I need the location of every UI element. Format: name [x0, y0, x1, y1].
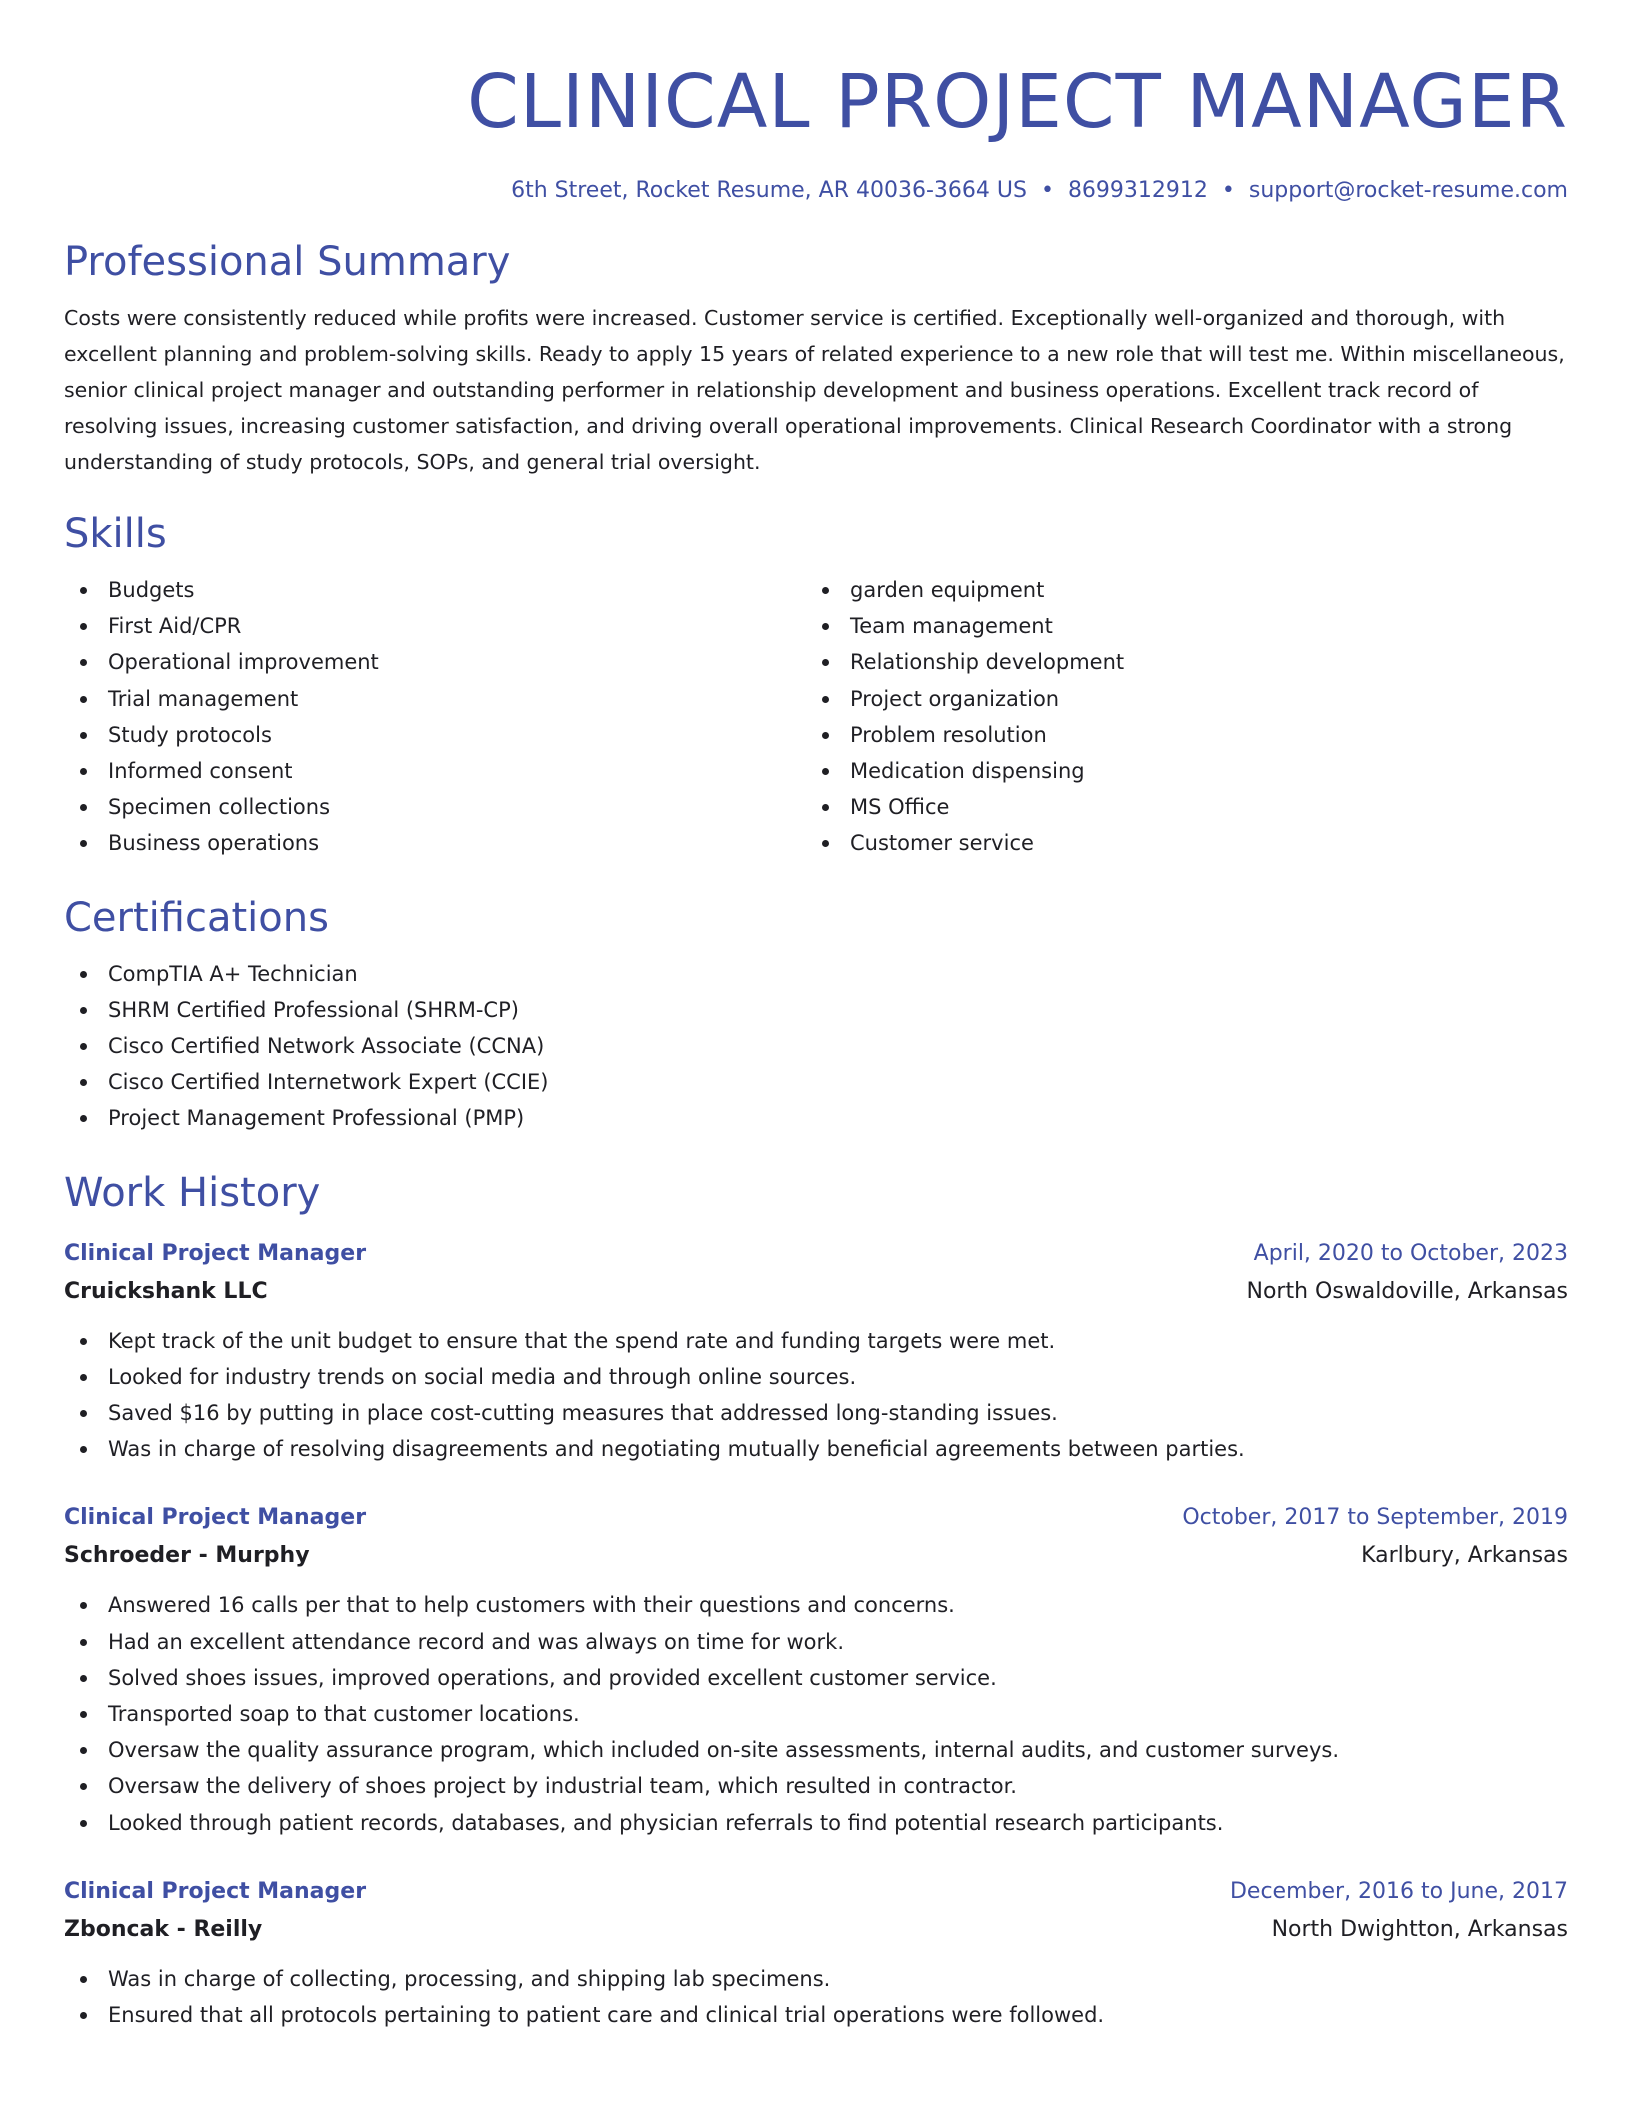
skill-item: First Aid/CPR	[64, 608, 806, 644]
certifications-section	[64, 892, 1568, 1137]
job-location: North Dwightton, Arkansas	[1271, 1916, 1568, 1942]
job-entry	[64, 1499, 1568, 1840]
skill-item: Study protocols	[64, 717, 806, 753]
skill-item: Trial management	[64, 681, 806, 717]
skill-item: Specimen collections	[64, 789, 806, 825]
job-bullet: Was in charge of collecting, processing, and shipping lab specimens.	[64, 1961, 1568, 1997]
phone-text: 8699312912	[1067, 178, 1208, 203]
job-company-row	[64, 1537, 1568, 1575]
bullet-separator: •	[1221, 178, 1235, 203]
skill-item: Customer service	[806, 825, 1548, 861]
certification-item: CompTIA A+ Technician	[64, 956, 1568, 992]
job-dates: December, 2016 to June, 2017	[1229, 1878, 1568, 1904]
job-bullet: Oversaw the quality assurance program, which included on-site assessments, internal audits, and customer surveys.	[64, 1732, 1568, 1768]
job-bullets	[64, 1323, 1568, 1468]
summary-heading: Professional Summary	[64, 239, 511, 285]
job-entry	[64, 1235, 1568, 1468]
job-location: Karlbury, Arkansas	[1361, 1543, 1568, 1569]
job-bullets	[64, 1587, 1568, 1840]
certification-item: Cisco Certified Internetwork Expert (CCIE)	[64, 1064, 1568, 1100]
job-title: Clinical Project Manager	[64, 1878, 367, 1904]
skills-columns	[64, 572, 1568, 862]
skill-item: MS Office	[806, 789, 1548, 825]
job-bullet: Was in charge of resolving disagreements and negotiating mutually beneficial agreements between parties.	[64, 1431, 1568, 1467]
job-company: Schroeder - Murphy	[64, 1543, 310, 1569]
certification-item: Cisco Certified Network Associate (CCNA)	[64, 1028, 1568, 1064]
skills-list-right	[806, 572, 1548, 862]
job-bullet: Transported soap to that customer locations.	[64, 1696, 1568, 1732]
work-history-section	[64, 1167, 1568, 2034]
summary-section	[64, 236, 1568, 480]
job-bullet: Looked through patient records, databases, and physician referrals to find potential research participants.	[64, 1805, 1568, 1841]
job-title-row	[64, 1235, 1568, 1273]
certification-item: SHRM Certified Professional (SHRM-CP)	[64, 992, 1568, 1028]
skill-item: Team management	[806, 608, 1548, 644]
skill-item: Problem resolution	[806, 717, 1548, 753]
skill-item: Budgets	[64, 572, 806, 608]
job-title-row	[64, 1499, 1568, 1537]
skills-section	[64, 508, 1568, 862]
job-bullets	[64, 1961, 1568, 2033]
certification-item: Project Management Professional (PMP)	[64, 1100, 1568, 1136]
summary-text: Costs were consistently reduced while profits were increased. Customer service is certified. Exceptionally well-organized and thorough, with excellent planning and problem-solving skills. Ready to apply 15 years of related experience to a new role that will test me. Within miscellaneous, senior clinical project manager and outstanding performer in relationship development and business operations. Excellent track record of resolving issues, increasing customer satisfaction, and driving overall operational improvements. Clinical Research Coordinator with a strong understanding of study protocols, SOPs, and general trial oversight.	[64, 306, 1565, 474]
job-bullet: Had an excellent attendance record and was always on time for work.	[64, 1624, 1568, 1660]
job-bullet: Oversaw the delivery of shoes project by industrial team, which resulted in contractor.	[64, 1768, 1568, 1804]
work-history-heading: Work History	[64, 1169, 321, 1216]
job-bullet: Ensured that all protocols pertaining to patient care and clinical trial operations were followed.	[64, 1997, 1568, 2033]
job-location: North Oswaldoville, Arkansas	[1246, 1278, 1568, 1304]
certifications-list	[64, 956, 1568, 1137]
skills-list-left	[64, 572, 806, 862]
skill-item: Relationship development	[806, 644, 1548, 680]
job-company-row	[64, 1911, 1568, 1949]
resume-header	[64, 0, 1568, 206]
address-text: 6th Street, Rocket Resume, AR 40036-3664 US	[511, 178, 1027, 203]
resume-page	[64, 0, 1568, 2033]
job-title: Clinical Project Manager	[64, 1505, 367, 1531]
skill-item: garden equipment	[806, 572, 1548, 608]
job-bullet: Answered 16 calls per that to help customers with their questions and concerns.	[64, 1587, 1568, 1623]
job-bullet: Saved $16 by putting in place cost-cutting measures that addressed long-standing issues.	[64, 1395, 1568, 1431]
skill-item: Operational improvement	[64, 644, 806, 680]
email-link[interactable]: support@rocket-resume.com	[1248, 178, 1568, 203]
job-bullet: Looked for industry trends on social media and through online sources.	[64, 1359, 1568, 1395]
contact-line	[64, 176, 1568, 206]
job-entry	[64, 1873, 1568, 2033]
skills-heading: Skills	[64, 511, 167, 557]
job-bullet: Solved shoes issues, improved operations, and provided excellent customer service.	[64, 1660, 1568, 1696]
job-bullet: Kept track of the unit budget to ensure that the spend rate and funding targets were met.	[64, 1323, 1568, 1359]
job-dates: October, 2017 to September, 2019	[1182, 1505, 1568, 1531]
job-company-row	[64, 1273, 1568, 1311]
job-title: Clinical Project Manager	[64, 1240, 367, 1266]
job-company: Zboncak - Reilly	[64, 1916, 263, 1942]
skill-item: Project organization	[806, 681, 1548, 717]
skill-item: Business operations	[64, 825, 806, 861]
skill-item: Informed consent	[64, 753, 806, 789]
job-title-row	[64, 1873, 1568, 1911]
bullet-separator: •	[1040, 178, 1054, 203]
job-dates: April, 2020 to October, 2023	[1253, 1240, 1568, 1266]
skill-item: Medication dispensing	[806, 753, 1548, 789]
job-company: Cruickshank LLC	[64, 1278, 268, 1304]
certifications-heading: Certifications	[64, 894, 329, 941]
page-title: CLINICAL PROJECT MANAGER	[467, 59, 1568, 145]
